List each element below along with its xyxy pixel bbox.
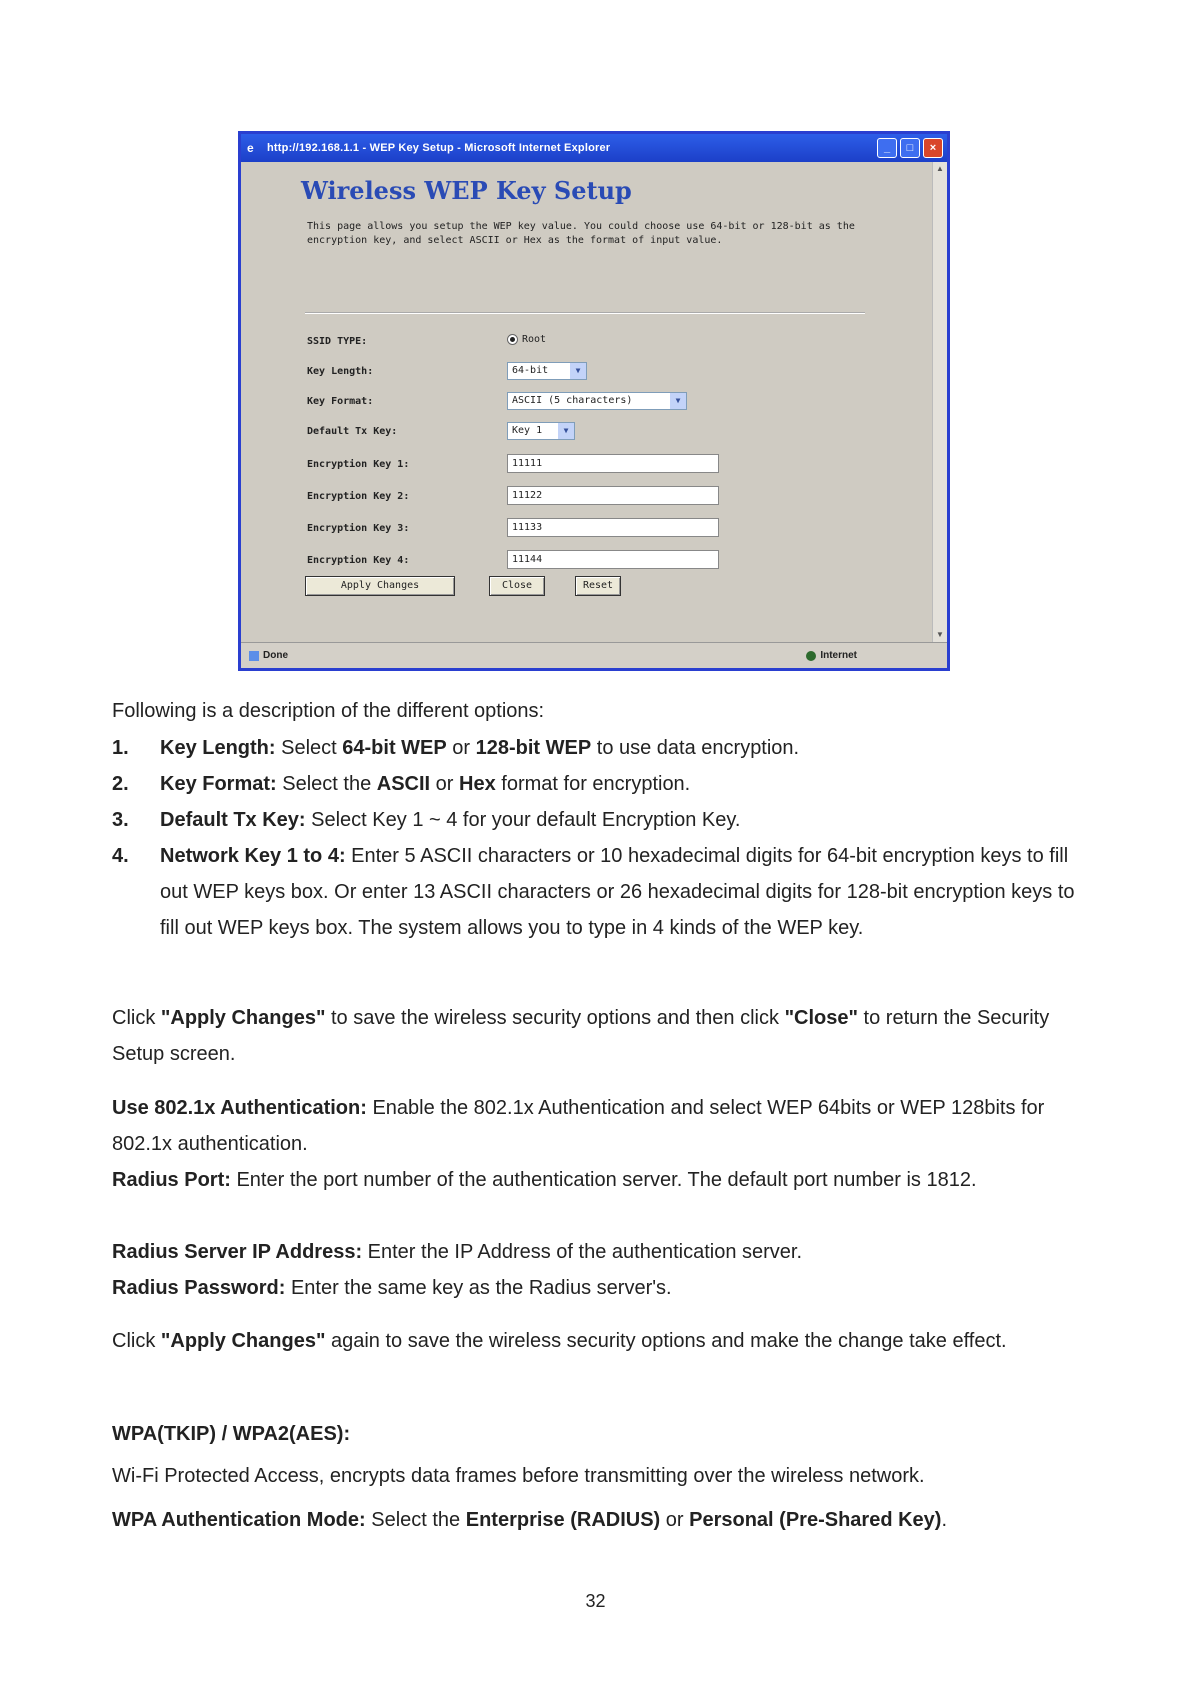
- enc-key1-input[interactable]: 11111: [507, 454, 719, 473]
- radius-password-paragraph: [112, 1270, 1082, 1306]
- list-item: [112, 730, 1082, 766]
- para-bold: "Apply Changes": [160, 1007, 326, 1029]
- click-apply-again-paragraph: [112, 1323, 1082, 1359]
- item-text: Select Key 1 ~ 4 for your default Encryption Key.: [305, 809, 741, 831]
- wpa-heading: WPA(TKIP) / WPA2(AES):: [112, 1423, 351, 1445]
- options-list: [112, 730, 1082, 946]
- para-bold: "Close": [784, 1007, 858, 1029]
- item-text: or: [430, 773, 460, 795]
- item-number: 3.: [112, 809, 129, 831]
- radius-port-paragraph: [112, 1162, 1082, 1198]
- item-number: 4.: [112, 845, 129, 867]
- screenshot-window: [238, 131, 950, 671]
- para-term: WPA Authentication Mode:: [112, 1509, 366, 1531]
- enc-key4-label: Encryption Key 4:: [307, 555, 410, 566]
- chevron-down-icon[interactable]: ▼: [558, 423, 574, 439]
- enc-key1-label: Encryption Key 1:: [307, 459, 410, 470]
- enc-key4-input[interactable]: 11144: [507, 550, 719, 569]
- page-icon: [249, 651, 259, 661]
- window-title: http://192.168.1.1 - WEP Key Setup - Microsoft Internet Explorer: [267, 142, 611, 154]
- window-titlebar: [241, 134, 947, 162]
- item-number: 2.: [112, 773, 129, 795]
- item-text: Enter 5 ASCII characters or 10 hexadecimal digits for 64-bit encryption keys to fill out WEP keys box. Or enter 13 ASCII characters or 26 hexadecimal digits for 128-bit encryption keys to fill out WEP keys box. The system allows you to type in 4 kinds of the WEP key.: [160, 845, 1075, 939]
- globe-icon: [806, 651, 816, 661]
- item-text: to use data encryption.: [591, 737, 800, 759]
- key-format-label: Key Format:: [307, 396, 374, 407]
- list-item: [112, 766, 1082, 802]
- item-text: Select: [275, 737, 343, 759]
- enc-key3-label: Encryption Key 3:: [307, 523, 410, 534]
- item-term: Network Key 1 to 4:: [160, 845, 346, 867]
- item-number: 1.: [112, 737, 129, 759]
- wpa-description: Wi-Fi Protected Access, encrypts data frames before transmitting over the wireless network.: [112, 1465, 925, 1487]
- list-item: [112, 838, 1082, 946]
- vertical-scrollbar[interactable]: [932, 162, 947, 642]
- item-bold: 64-bit WEP: [342, 737, 447, 759]
- key-format-select[interactable]: [507, 392, 687, 410]
- minimize-icon[interactable]: _: [877, 138, 897, 158]
- divider: [305, 312, 865, 314]
- status-done: Done: [263, 650, 288, 661]
- chevron-down-icon[interactable]: ▼: [670, 393, 686, 409]
- chevron-down-icon[interactable]: ▼: [570, 363, 586, 379]
- default-tx-key-select[interactable]: [507, 422, 575, 440]
- para-text: Enter the same key as the Radius server's.: [285, 1277, 672, 1299]
- dot1x-paragraph: [112, 1090, 1082, 1162]
- para-text: Enable the 802.1x Authentication and select WEP 64bits or WEP 128bits for 802.1x authentication.: [112, 1097, 1045, 1155]
- close-icon[interactable]: ×: [923, 138, 943, 158]
- scroll-up-icon[interactable]: ▲: [936, 164, 944, 173]
- para-term: Radius Password:: [112, 1277, 286, 1299]
- ssid-type-label: SSID TYPE:: [307, 336, 368, 347]
- para-text: Click: [112, 1007, 161, 1029]
- item-bold: 128-bit WEP: [475, 737, 592, 759]
- para-text: .: [941, 1509, 948, 1531]
- browser-content: [241, 162, 947, 642]
- key-length-select[interactable]: [507, 362, 587, 380]
- para-text: to save the wireless security options and then click: [325, 1007, 785, 1029]
- key-format-value: ASCII (5 characters): [512, 395, 633, 406]
- ssid-type-radio[interactable]: [507, 334, 546, 348]
- default-tx-key-label: Default Tx Key:: [307, 426, 398, 437]
- doc-intro: Following is a description of the different options:: [112, 700, 545, 722]
- close-button[interactable]: Close: [489, 576, 545, 596]
- page-intro: This page allows you setup the WEP key value. You could choose use 64-bit or 128-bit as the encryption key, and select ASCII or Hex as the format of input value.: [307, 221, 855, 246]
- item-text: or: [446, 737, 476, 759]
- para-text: Select the: [365, 1509, 466, 1531]
- enc-key2-label: Encryption Key 2:: [307, 491, 410, 502]
- ssid-type-value: Root: [522, 334, 547, 345]
- page-title: Wireless WEP Key Setup: [301, 176, 632, 205]
- item-term: Default Tx Key:: [160, 809, 306, 831]
- status-zone: Internet: [820, 650, 857, 661]
- item-text: format for encryption.: [495, 773, 691, 795]
- para-bold: Enterprise (RADIUS): [465, 1509, 661, 1531]
- default-tx-key-value: Key 1: [512, 425, 543, 436]
- key-length-label: Key Length:: [307, 366, 374, 377]
- para-text: Click: [112, 1330, 161, 1352]
- maximize-icon[interactable]: □: [900, 138, 920, 158]
- click-apply-paragraph: [112, 1000, 1082, 1072]
- para-term: Radius Server IP Address:: [112, 1241, 363, 1263]
- para-text: or: [660, 1509, 690, 1531]
- para-text: to return the Security Setup screen.: [112, 1007, 1050, 1065]
- key-length-value: 64-bit: [512, 365, 549, 376]
- para-text: again to save the wireless security options and make the change take effect.: [325, 1330, 1007, 1352]
- reset-button[interactable]: Reset: [575, 576, 621, 596]
- scroll-down-icon[interactable]: ▼: [936, 630, 944, 639]
- item-term: Key Format:: [160, 773, 277, 795]
- item-term: Key Length:: [160, 737, 276, 759]
- item-bold: Hex: [459, 773, 496, 795]
- page-number: 32: [585, 1591, 606, 1611]
- radius-ip-paragraph: [112, 1234, 1082, 1270]
- para-text: Enter the IP Address of the authentication server.: [362, 1241, 803, 1263]
- list-item: [112, 802, 1082, 838]
- para-bold: "Apply Changes": [160, 1330, 326, 1352]
- ie-icon: e: [247, 141, 254, 155]
- para-text: Enter the port number of the authentication server. The default port number is 1812.: [230, 1169, 977, 1191]
- para-term: Use 802.1x Authentication:: [112, 1097, 367, 1119]
- para-term: Radius Port:: [112, 1169, 231, 1191]
- item-text: Select the: [276, 773, 377, 795]
- enc-key3-input[interactable]: 11133: [507, 518, 719, 537]
- status-bar: [241, 642, 947, 668]
- para-bold: Personal (Pre-Shared Key): [689, 1509, 942, 1531]
- radio-icon[interactable]: [507, 334, 518, 345]
- enc-key2-input[interactable]: 11122: [507, 486, 719, 505]
- wpa-mode-paragraph: [112, 1502, 1082, 1538]
- item-bold: ASCII: [376, 773, 431, 795]
- apply-changes-button[interactable]: Apply Changes: [305, 576, 455, 596]
